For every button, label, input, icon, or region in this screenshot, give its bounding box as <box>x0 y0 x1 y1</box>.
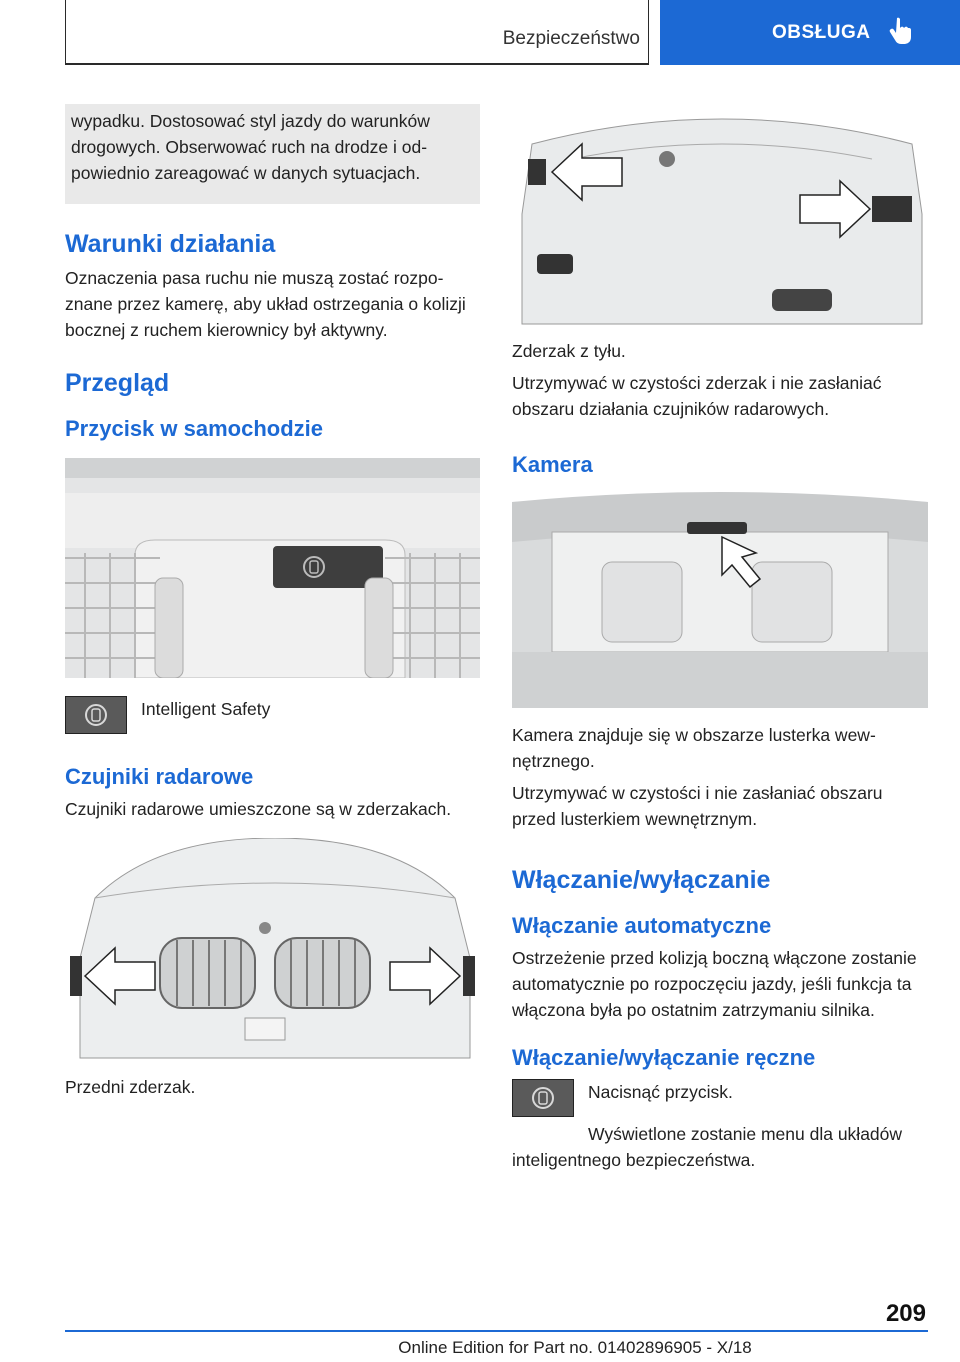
footer-edition <box>0 1338 960 1358</box>
header-divider-mid <box>648 0 649 64</box>
heading-on-off: Włączanie/wyłączanie <box>512 866 771 894</box>
warning-note <box>65 104 480 204</box>
auto-on-text: Ostrzeżenie przed kolizją boczną włączone zostanie automatycznie po rozpoczęciu jazdy, jeśli funkcja ta włączona była po ostatnim zatrzymaniu silnika. <box>512 948 917 1020</box>
heading-radar-sensors: Czujniki radarowe <box>65 764 254 789</box>
footer-edition-text: Online Edition for Part no. 01402896905 - X/18 <box>398 1338 752 1357</box>
camera-clean-text: Utrzymywać w czystości i nie zasłaniać obszaru przed lusterkiem wewnętrznym. <box>512 783 883 829</box>
rear-bumper-caption: Zderzak z tyłu. <box>512 341 626 361</box>
heading-button-in-car: Przycisk w samochodzie <box>65 416 323 441</box>
menu-display-text: Wyświetlone zostanie menu dla układów inteligentnego bezpieczeństwa. <box>512 1124 903 1170</box>
chapter-tab[interactable] <box>660 0 960 65</box>
hand-pointer-icon <box>889 16 913 49</box>
page-number: 209 <box>885 1300 926 1327</box>
button-in-car-image <box>65 458 480 678</box>
rear-bumper-image <box>512 104 928 326</box>
footer-rule <box>65 1330 928 1332</box>
camera-location-text: Kamera znajduje się w obszarze lusterka wewnętrznego. <box>512 725 876 771</box>
heading-conditions: Warunki działania <box>65 230 276 258</box>
intelligent-safety-button-icon <box>512 1079 574 1117</box>
rear-bumper-text: Utrzymywać w czystości zderzak i nie zasłaniać obszaru działania czujników radarowych. <box>512 373 882 419</box>
radar-text: Czujniki radarowe umieszczone są w zderzakach. <box>65 799 452 819</box>
camera-image <box>512 492 928 708</box>
header-section-title: Bezpieczeństwo <box>502 28 640 49</box>
conditions-text: Oznaczenia pasa ruchu nie muszą zostać rozpoznane przez kamerę, aby układ ostrzegania o kolizji bocznej z ruchem kierownicy był aktywny. <box>65 268 466 340</box>
header-rule <box>65 63 649 65</box>
warning-note-text: wypadku. Dostosować styl jazdy do warunków drogowych. Obserwować ruch na drodze i odpowiednio zareagować w danych sytuacjach. <box>71 111 430 183</box>
button-caption-row <box>65 696 480 734</box>
front-bumper-caption: Przedni zderzak. <box>65 1077 196 1097</box>
heading-camera: Kamera <box>512 452 593 477</box>
press-button-text: Nacisnąć przycisk. <box>588 1082 733 1102</box>
front-bumper-image <box>65 838 480 1060</box>
heading-manual-on-off: Włączanie/wyłączanie ręczne <box>512 1045 816 1070</box>
chapter-tab-label: OBSŁUGA <box>772 21 871 43</box>
button-caption: Intelligent Safety <box>141 699 271 719</box>
right-column <box>512 104 928 1173</box>
heading-auto-on: Włączanie automatyczne <box>512 913 772 938</box>
header-divider-left <box>65 0 66 64</box>
intelligent-safety-button-icon <box>65 696 127 734</box>
left-column <box>65 104 480 1100</box>
manual-on-off-row <box>512 1079 928 1117</box>
heading-overview: Przegląd <box>65 369 170 397</box>
